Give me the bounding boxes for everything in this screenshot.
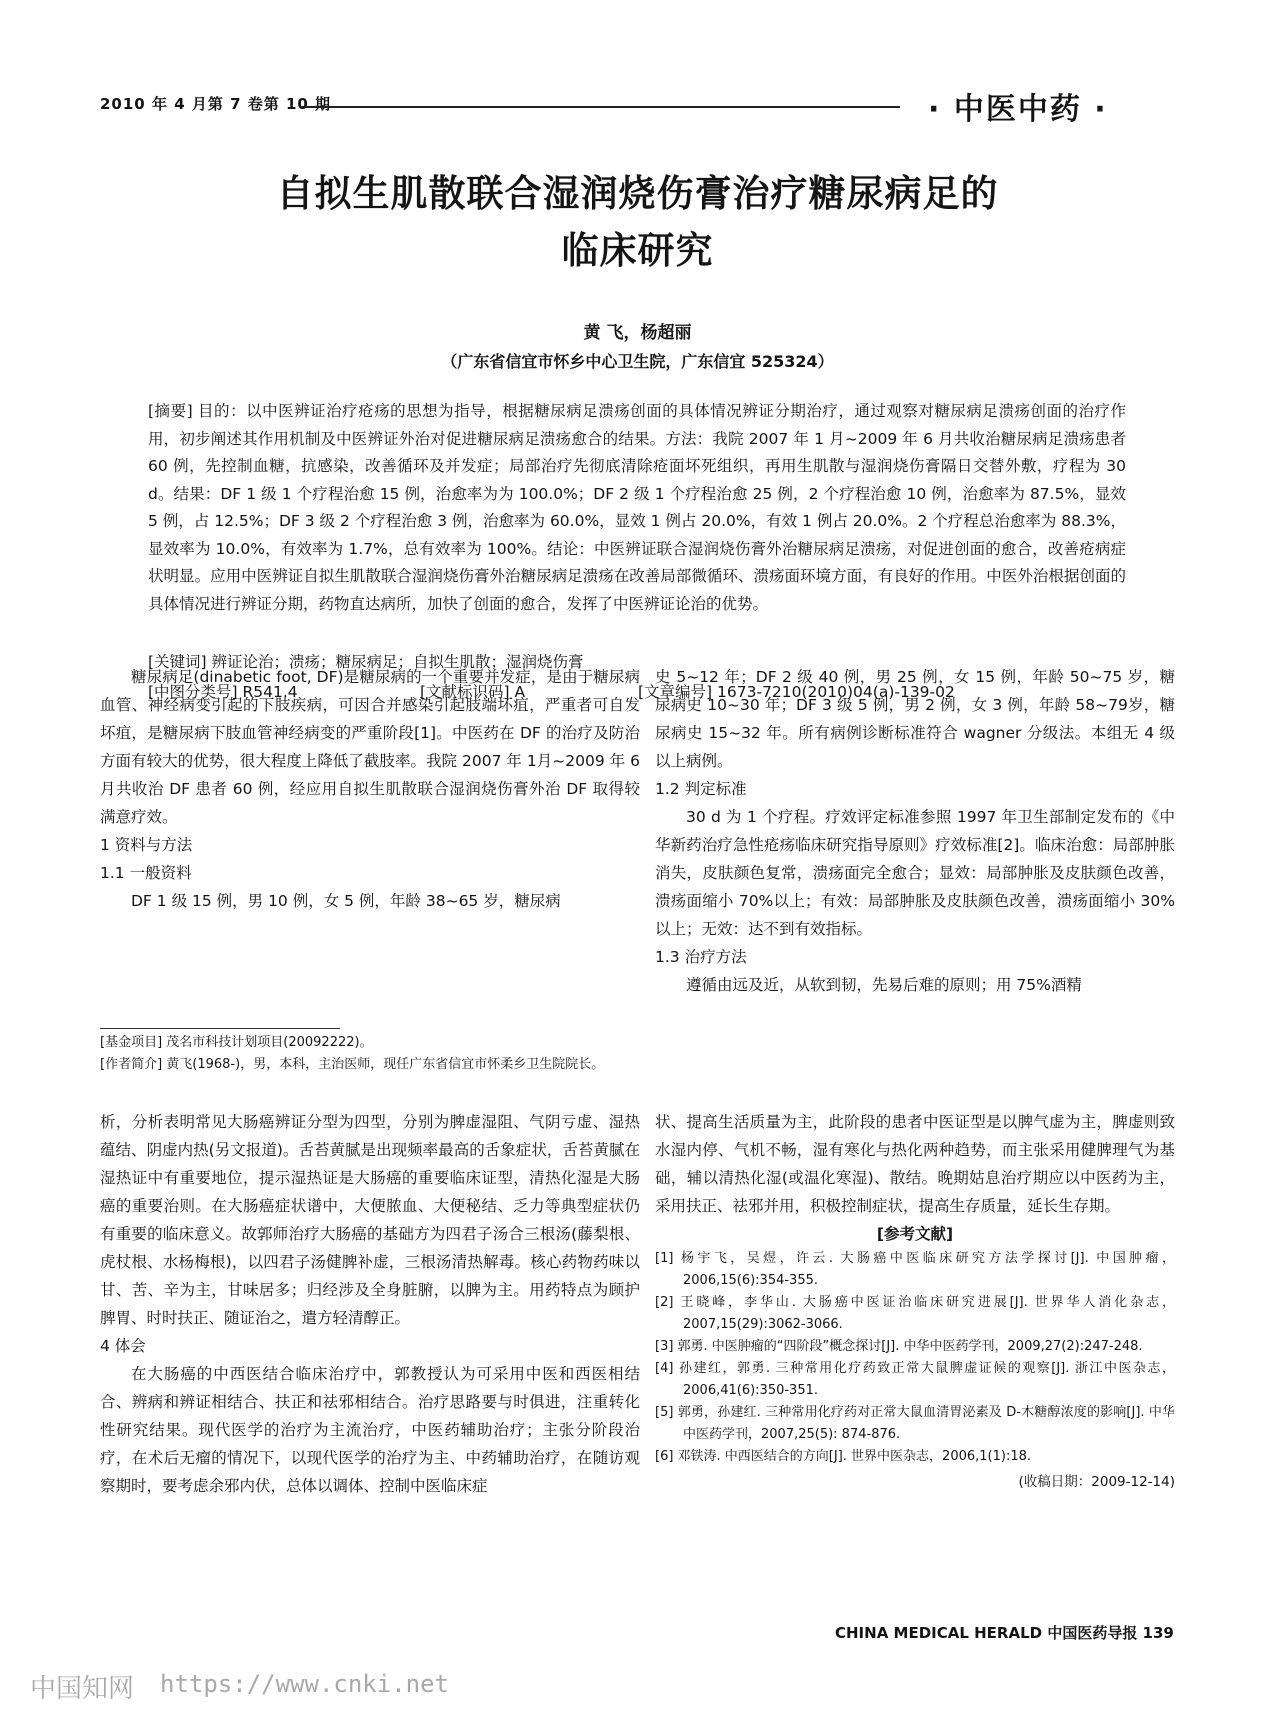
reference-item: [6] 邓铁涛. 中西医结合的方向[J]. 世界中医杂志，2006,1(1):18. [655,1449,1032,1464]
paragraph: 30 d 为 1 个疗程。疗效评定标准参照 1997 年卫生部制定发布的《中华新药治疗急性疮疡临床研究指导原则》疗效标准[2]。临床治愈：局部肿胀消失，皮肤颜色复常，溃疡面完全愈合；显效：局部肿胀及皮肤颜色改善，溃疡面缩小 70%以上；有效：局部肿胀及皮肤颜色改善，溃疡面缩小 30%以上；无效：达不到有效指标。 [655,808,1175,938]
watermark-url: https://www.cnki.net [160,1670,449,1698]
intro-paragraph: 糖尿病足(dinabetic foot, DF)是糖尿病的一个重要并发症，是由于糖尿病血管、神经病变引起的下肢疾病，可因合并感染引起肢端坏疽，严重者可自发坏疽，是糖尿病下肢血管神经病变的严重阶段[1]。中医药在 DF 的治疗及防治方面有较大的优势，很大程度上降低了截肢率。我院 2007 年 1月~2009 年 6 月共收治 DF 患者 60 例，经应用自拟生肌散联合湿润烧伤膏外治 DF 取得较满意疗效。 [100,668,640,826]
issue-info: 2010 年 4 月第 7 卷第 10 期 [100,95,332,113]
keywords: [关键词] 辨证论治；溃疡；糖尿病足；自拟生肌散；湿润烧伤膏 [148,653,584,671]
section-label: · 中医中药 · [928,92,1108,127]
received-date: (收稿日期：2009-12-14) [1018,1474,1175,1490]
authors: 黄 飞，杨超丽 [583,323,692,343]
journal-footer: CHINA MEDICAL HERALD 中国医药导报 139 [835,1624,1174,1642]
document-code: [文献标识码] A [420,683,526,701]
lower-left-column [100,1108,640,1500]
references-heading: [参考文献] [876,1225,954,1243]
paragraph: DF 1 级 15 例，男 10 例，女 5 例，年龄 38~65 岁，糖尿病 [131,892,561,910]
article-title-line1: 自拟生肌散联合湿润烧伤膏治疗糖尿病足的 [276,172,999,215]
paragraph: 在大肠癌的中西医结合临床治疗中，郭教授认为可采用中医和西医相结合、辨病和辨证相结合、扶正和祛邪相结合。治疗思路要与时俱进，注重转化性研究结果。现代医学的治疗为主流治疗，中医药辅助治疗；主张分阶段治疗，在术后无瘤的情况下，以现代医学的治疗为主、中药辅助治疗，在随访观察期时，要考虑余邪内伏，总体以调体、控制中医临床症 [100,1365,640,1495]
paragraph: 状、提高生活质量为主，此阶段的患者中医证型是以脾气虚为主，脾虚则致水湿内停、气机不畅，湿有寒化与热化两种趋势，而主张采用健脾理气为基础，辅以清热化湿(或温化寒湿)、散结。晚期姑息治疗期应以中医药为主，采用扶正、祛邪并用，积极控制症状，提高生存质量，延长生存期。 [655,1113,1175,1215]
section-heading: 1 资料与方法 [100,836,193,854]
subsection-heading: 1.1 一般资料 [100,864,192,882]
section-heading: 4 体会 [100,1337,146,1355]
reference-item: [4] 孙建红，郭勇. 三种常用化疗药致正常大鼠脾虚证候的观察[J]. 浙江中医杂志，2006,41(6):350-351. [655,1361,1175,1398]
fund-footnote: [基金项目] 茂名市科技计划项目(20092222)。 [100,1035,373,1050]
reference-list [655,1248,1175,1468]
reference-item: [1] 杨宇飞，吴煜，许云. 大肠癌中医临床研究方法学探讨[J]. 中国肿瘤，2006,15(6):354-355. [655,1251,1175,1288]
footnotes [100,1032,640,1076]
upper-right-column [655,663,1175,999]
subsection-heading: 1.2 判定标准 [655,780,747,798]
reference-item: [2] 王晓峰，李华山. 大肠癌中医证治临床研究进展[J]. 世界华人消化杂志，2007,15(29):3062-3066. [655,1295,1175,1332]
paragraph: 析，分析表明常见大肠癌辨证分型为四型，分别为脾虚湿阻、气阴亏虚、湿热蕴结、阴虚内热(另文报道)。舌苔黄腻是出现频率最高的舌象症状，舌苔黄腻在湿热证中有重要地位，提示湿热证是大肠癌的重要临床证型，清热化湿是大肠癌的重要治则。在大肠癌症状谱中，大便脓血、大便秘结、乏力等典型症状仍有重要的临床意义。故郭师治疗大肠癌的基础方为四君子汤合三根汤(藤梨根、虎杖根、水杨梅根)，以四君子汤健脾补虚，三根汤清热解毒。核心药物药味以甘、苦、辛为主，甘味居多；归经涉及全身脏腑，以脾为主。用药特点为顾护脾胃、时时扶正、随证治之，遣方轻清醇正。 [100,1113,640,1327]
watermark-name: 中国知网 [30,1674,135,1704]
article-number: [文章编号] 1673-7210(2010)04(a)-139-02 [638,683,955,701]
upper-left-column [100,663,640,915]
author-footnote: [作者简介] 黄飞(1968-)，男，本科，主治医师，现任广东省信宜市怀柔乡卫生院院长。 [100,1057,605,1072]
paragraph: 史 5~12 年；DF 2 级 40 例，男 25 例，女 15 例，年龄 50~75 岁，糖尿病史 10~30 年；DF 3 级 5 例，男 2 例，女 3 例，年龄 58~79岁，糖尿病史 15~32 年。所有病例诊断标准符合 wagner 分级法。本组无 4 级以上病例。 [655,668,1175,770]
reference-item: [3] 郭勇. 中医肿瘤的“四阶段”概念探讨[J]. 中华中医药学刊，2009,27(2):247-248. [655,1339,1143,1354]
paragraph: 遵循由远及近，从软到韧，先易后难的原则；用 75%酒精 [686,976,1082,994]
subsection-heading: 1.3 治疗方法 [655,948,747,966]
footnote-rule [100,1028,340,1029]
affiliation: （广东省信宜市怀乡中心卫生院，广东信宜 525324） [441,352,834,371]
lower-right-column [655,1108,1175,1496]
article-title-line2: 临床研究 [561,229,714,272]
clc-number: [中图分类号] R541.4 [148,683,298,701]
reference-item: [5] 郭勇，孙建红. 三种常用化疗药对正常大鼠血清胃泌素及 D-木糖醇浓度的影响[J]. 中华中医药学刊，2007,25(5): 874-876. [655,1405,1175,1442]
header-rule [300,106,900,108]
abstract: [摘要] 目的：以中医辨证治疗疮疡的思想为指导，根据糖尿病足溃疡创面的具体情况辨证分期治疗，通过观察对糖尿病足溃疡创面的治疗作用，初步阐述其作用机制及中医辨证外治对促进糖尿病足溃疡愈合的结果。方法：我院 2007 年 1 月~2009 年 6 月共收治糖尿病足溃疡患者 60 例，先控制血糖，抗感染，改善循环及并发症；局部治疗先彻底清除疮面坏死组织，再用生肌散与湿润烧伤膏隔日交替外敷，疗程为 30 d。结果：DF 1 级 1 个疗程治愈 15 例，治愈率为为 100.0%；DF 2 级 1 个疗程治愈 25 例，2 个疗程治愈 10 例，治愈率为 87.5%，显效 5 例，占 12.5%；DF 3 级 2 个疗程治愈 3 例，治愈率为 60.0%，显效 1 例占 20.0%，有效 1 例占 20.0%。2 个疗程总治愈率为 88.3%，显效率为 10.0%，有效率为 1.7%，总有效率为 100%。结论：中医辨证联合湿润烧伤膏外治糖尿病足溃疡，对促进创面的愈合，改善疮病症状明显。应用中医辨证自拟生肌散联合湿润烧伤膏外治糖尿病足溃疡在改善局部微循环、溃疡面环境方面，有良好的作用。中医外治根据创面的具体情况进行辨证分期，药物直达病所，加快了创面的愈合，发挥了中医辨证论治的优势。 [148,402,1126,613]
